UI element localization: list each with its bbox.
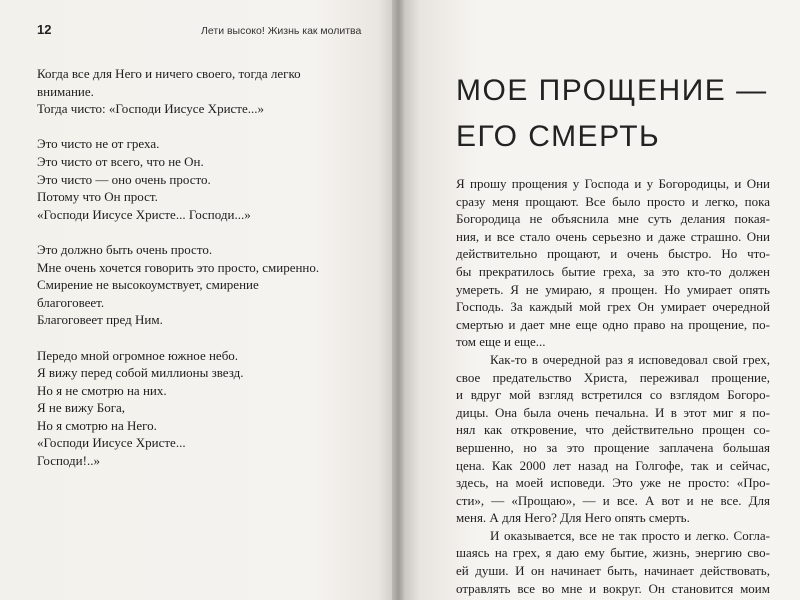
body-line: ей души. И он начинает быть, начинает действовать,	[456, 563, 770, 579]
page-number: 12	[37, 22, 52, 37]
body-line: ния, и все стало очень серьезно и даже страшно. Они	[456, 228, 770, 244]
body-line: Я прошу прощения у Господа и у Богородицы, и Они	[456, 176, 770, 191]
body-line: Господь. За каждый мой грех Он умирает очередной	[456, 299, 770, 315]
body-line: и вдруг мой взгляд встретился со взглядом Богоро-	[456, 387, 770, 403]
chapter-title-line: ЕГО СМЕРТЬ	[456, 120, 661, 153]
chapter-title-line: МОЕ ПРОЩЕНИЕ —	[456, 74, 768, 107]
body-line: И оказывается, все не так просто и легко. Согла-	[490, 527, 770, 543]
body-line: действительно прощают, и очень быстро. Но что-	[456, 246, 770, 262]
poem-line: Потому что Он прост.	[37, 189, 158, 205]
poem-line: Но я смотрю на Него.	[37, 417, 157, 433]
poem-line: Тогда чисто: «Господи Иисусе Христе...»	[37, 101, 264, 117]
poem-line: Но я не смотрю на них.	[37, 382, 167, 398]
poem-line: Это чисто от всего, что не Он.	[37, 153, 204, 169]
body-line: шаясь на грех, я даю ему бытие, жизнь, энергию сво-	[456, 545, 770, 561]
body-line: здесь, на моей исповеди. Это уже не просто: «Про-	[456, 475, 770, 491]
poem-stanza	[37, 65, 377, 118]
poem-line: Смирение не высокоумствует, смирение	[37, 277, 259, 293]
poem-stanza	[37, 241, 377, 329]
body-line: умереть. Я не умираю, я прощен. Но умирает опять	[456, 281, 770, 297]
body-line: Богородица не объяснила мне суть делания покая-	[456, 211, 770, 227]
body-line: Как-то в очередной раз я исповедовал свой грех,	[490, 351, 770, 367]
poem-line: Я не вижу Бога,	[37, 400, 126, 416]
poem-line: внимание.	[37, 83, 94, 99]
body-line: сразу меня прощают. Все было просто и легко, пока	[456, 193, 770, 209]
body-line: смертью и дает мне еще одно право на прощение, по-	[456, 316, 770, 332]
chapter-title	[456, 68, 768, 160]
poem-line: благоговеет.	[37, 294, 105, 310]
poem-line: Это чисто — оно очень просто.	[37, 171, 211, 187]
poem-line: Благоговеет пред Ним.	[37, 312, 163, 328]
poem-stanza	[37, 135, 377, 223]
poem-line: Господи!..»	[37, 453, 100, 469]
poem-line: Передо мной огромное южное небо.	[37, 347, 239, 363]
poem-line: Это должно быть очень просто.	[37, 241, 213, 257]
body-line: вершенно, но за это прощение заплачена большая	[456, 439, 770, 455]
body-line: нял как откровение, что действительно прощен со-	[456, 422, 770, 438]
poem-line: «Господи Иисусе Христе... Господи...»	[37, 206, 251, 222]
poem-line: «Господи Иисусе Христе...	[37, 435, 186, 451]
poem-line: Я вижу перед собой миллионы звезд.	[37, 365, 244, 381]
chapter-body-text	[456, 175, 770, 597]
body-line: сти», — «Прощаю», — и все. А вот и не все. Для	[456, 492, 770, 508]
body-line: свое предательство Христа, переживал прощение,	[456, 369, 770, 385]
body-line: цена. Как 2000 лет назад на Голгофе, так и сейчас,	[456, 457, 770, 473]
poem-line: Мне очень хочется говорить это просто, смиренно.	[37, 259, 320, 275]
poem-line: Это чисто не от греха.	[37, 136, 160, 152]
poem-text	[37, 65, 377, 487]
poem-line: Когда все для Него и ничего своего, тогда легко	[37, 66, 301, 81]
body-line: отравлять все во мне и вокруг. Он становится моим	[456, 580, 770, 596]
poem-stanza	[37, 347, 377, 470]
body-line: бы прекратилось бытие греха, за это кто-то должен	[456, 263, 770, 279]
left-page	[0, 0, 394, 600]
body-line: том еще и еще...	[456, 334, 546, 350]
body-line: дицы. Она была очень печальна. И в этот миг я по-	[456, 404, 770, 420]
running-head: Лети высоко! Жизнь как молитва	[201, 25, 362, 37]
body-line: меня. А для Него? Для Него опять смерть.	[456, 510, 690, 526]
